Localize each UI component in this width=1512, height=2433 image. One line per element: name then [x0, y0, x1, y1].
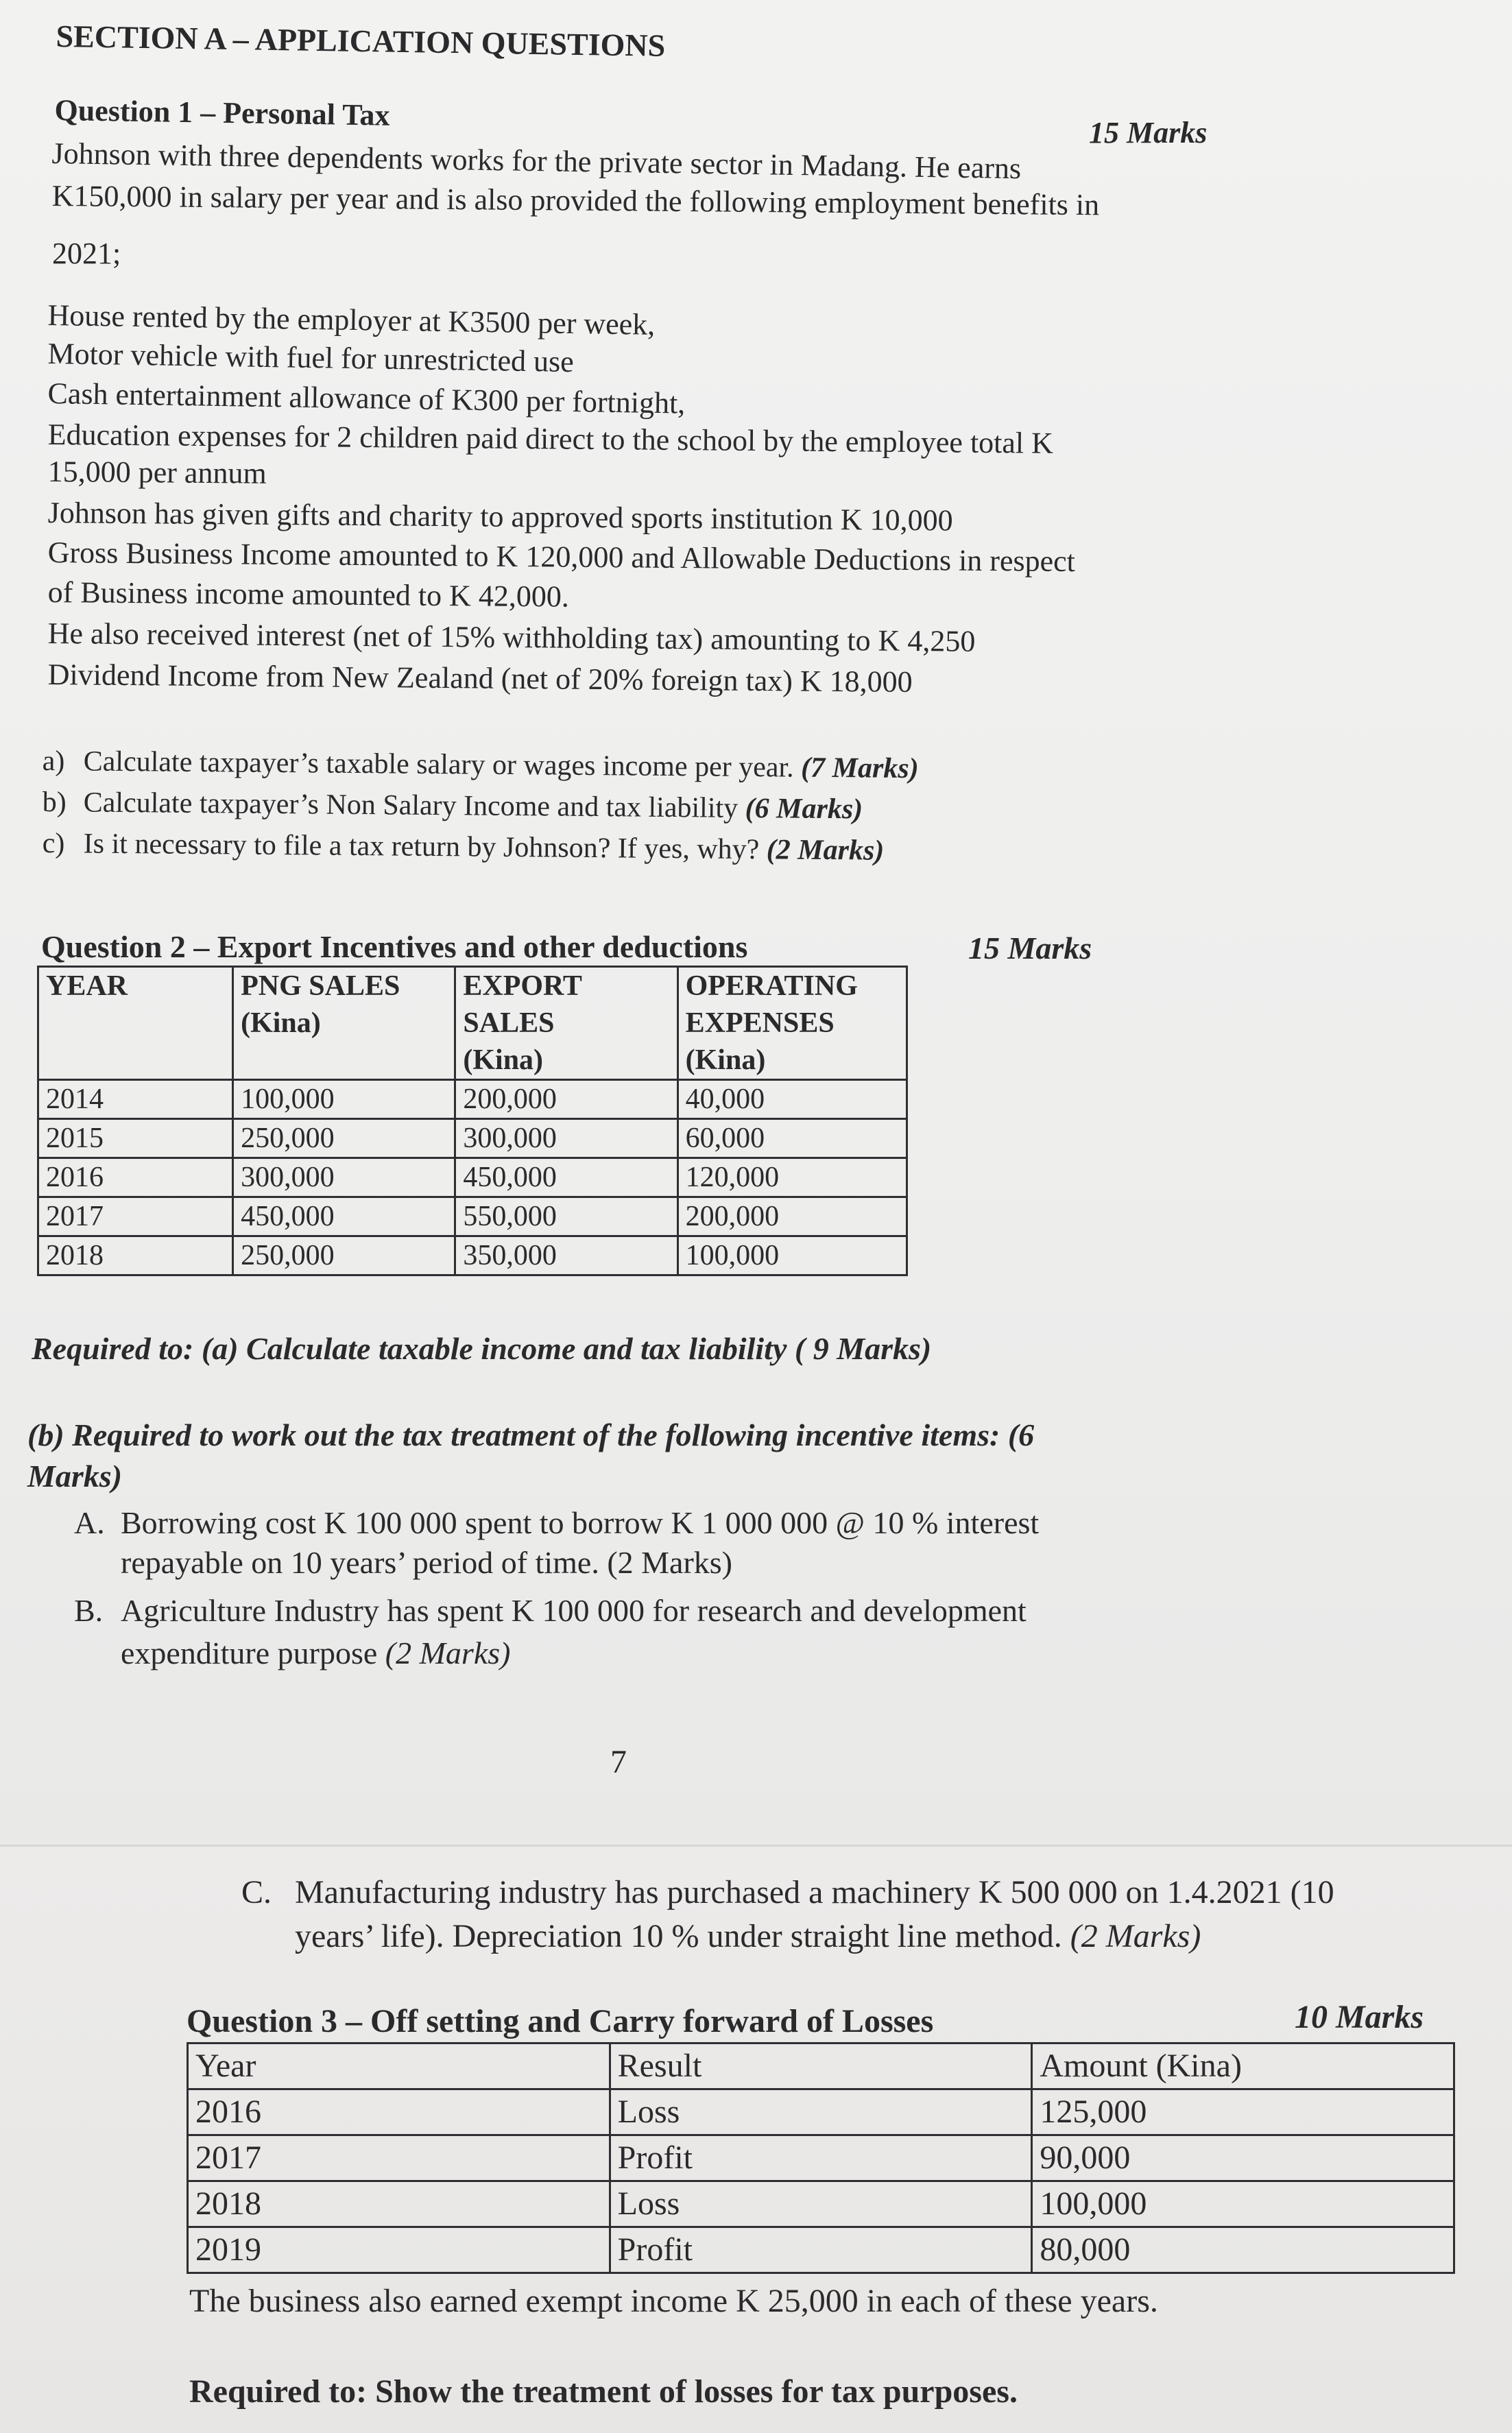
q3-table — [187, 2042, 1455, 2274]
q1-part-a-marks: (7 Marks) — [800, 752, 919, 785]
q3-table-header — [188, 2044, 1454, 2089]
q2-cell: 300,000 — [233, 1158, 455, 1197]
q2-cell: 100,000 — [233, 1080, 455, 1119]
q2-item-a-line1: Borrowing cost K 100 000 spent to borrow K 1 000 000 @ 10 % interest — [121, 1505, 1040, 1540]
q1-part-c — [43, 826, 885, 869]
q2-header-png-sales: PNG SALES (Kina) — [233, 967, 455, 1080]
q2-required-a: Required to: (a) Calculate taxable income and tax liability ( 9 Marks) — [32, 1331, 932, 1366]
q2-item-c-line2: years’ life). Depreciation 10 % under straight line method. — [295, 1918, 1062, 1954]
table-row — [188, 2227, 1454, 2273]
q2-table-header — [38, 967, 907, 1080]
q3-cell: 2019 — [188, 2227, 610, 2273]
q2-item-a — [74, 1503, 1039, 1583]
q3-cell: Profit — [610, 2135, 1032, 2181]
q2-item-b-marks: (2 Marks) — [385, 1635, 511, 1670]
q2-item-b-line2: expenditure purpose — [121, 1635, 378, 1670]
q2-cell: 250,000 — [233, 1236, 455, 1275]
table-row — [38, 1158, 907, 1197]
q1-part-b-letter: b) — [42, 786, 67, 819]
q3-cell: 125,000 — [1032, 2089, 1454, 2135]
q3-cell: 2017 — [188, 2135, 610, 2181]
q2-item-b — [74, 1590, 1027, 1675]
q2-cell: 250,000 — [233, 1119, 455, 1158]
page-number: 7 — [610, 1744, 627, 1780]
q1-part-b-marks: (6 Marks) — [745, 792, 863, 826]
q1-intro-2: K150,000 in salary per year and is also provided the following employment benefits in — [51, 178, 1100, 222]
q2-table — [37, 966, 908, 1276]
q2-cell: 100,000 — [677, 1236, 907, 1275]
q2-cell: 2017 — [38, 1197, 233, 1236]
q1-benefit-8: of Business income amounted to K 42,000. — [47, 575, 570, 614]
q3-cell: 90,000 — [1032, 2135, 1454, 2181]
q3-cell: 2018 — [188, 2181, 610, 2227]
q2-header-export-sales: EXPORT SALES (Kina) — [455, 967, 677, 1080]
q2-cell: 40,000 — [677, 1080, 907, 1119]
q2-item-a-line2: repayable on 10 years’ period of time. (2 Marks) — [121, 1545, 732, 1580]
q1-intro-1: Johnson with three dependents works for the private sector in Madang. He earns — [51, 136, 1022, 186]
q2-item-a-letter: A. — [74, 1505, 105, 1540]
q2-item-b-letter: B. — [74, 1593, 104, 1628]
q1-title: Question 1 – Personal Tax — [54, 93, 390, 132]
q3-header-year: Year — [188, 2044, 610, 2089]
q2-cell: 120,000 — [677, 1158, 907, 1197]
q1-part-b-text: Calculate taxpayer’s Non Salary Income and tax liability — [83, 787, 739, 824]
q3-marks: 10 Marks — [1295, 1999, 1424, 2035]
q3-cell: 80,000 — [1032, 2227, 1454, 2273]
q2-item-c-marks: (2 Marks) — [1070, 1918, 1201, 1954]
q2-item-c — [241, 1871, 1334, 1958]
q1-benefit-1: House rented by the employer at K3500 per week, — [47, 298, 656, 341]
q1-benefit-4: Education expenses for 2 children paid direct to the school by the employee total K — [47, 417, 1054, 460]
q2-cell: 2015 — [38, 1119, 233, 1158]
q3-cell: 2016 — [188, 2089, 610, 2135]
q2-required-b-1: (b) Required to work out the tax treatment of the following incentive items: (6 — [27, 1417, 1035, 1452]
q1-part-a — [43, 743, 919, 787]
q3-required: Required to: Show the treatment of losses for tax purposes. — [189, 2373, 1018, 2410]
q2-cell: 2014 — [38, 1080, 233, 1119]
q1-benefit-3: Cash entertainment allowance of K300 per fortnight, — [47, 376, 686, 420]
q1-part-c-marks: (2 Marks) — [766, 834, 885, 867]
q2-cell: 300,000 — [455, 1119, 677, 1158]
q1-benefit-5: 15,000 per annum — [47, 454, 267, 490]
q3-title: Question 3 – Off setting and Carry forward of Losses — [187, 2003, 934, 2039]
q2-required-b-2: Marks) — [27, 1459, 123, 1494]
q2-marks: 15 Marks — [968, 931, 1092, 966]
q2-header-operating-expenses: OPERATING EXPENSES (Kina) — [677, 967, 907, 1080]
table-row — [38, 1236, 907, 1275]
q2-cell: 350,000 — [455, 1236, 677, 1275]
table-row — [188, 2181, 1454, 2227]
q1-benefit-9: He also received interest (net of 15% withholding tax) amounting to K 4,250 — [47, 616, 976, 658]
q2-item-b-line1: Agriculture Industry has spent K 100 000 for research and development — [121, 1593, 1027, 1628]
q3-note: The business also earned exempt income K 25,000 in each of these years. — [189, 2283, 1158, 2319]
q2-cell: 2018 — [38, 1236, 233, 1275]
q1-part-b — [43, 784, 863, 827]
q2-cell: 200,000 — [455, 1080, 677, 1119]
q2-cell: 450,000 — [455, 1158, 677, 1197]
q1-benefit-6: Johnson has given gifts and charity to approved sports institution K 10,000 — [47, 495, 953, 538]
q2-header-year: YEAR — [38, 967, 233, 1080]
q3-header-amount: Amount (Kina) — [1032, 2044, 1454, 2089]
table-row — [188, 2089, 1454, 2135]
q2-title: Question 2 – Export Incentives and other deductions — [41, 929, 748, 964]
q1-intro-3: 2021; — [52, 237, 121, 270]
section-title: SECTION A – APPLICATION QUESTIONS — [56, 18, 666, 63]
q2-cell: 2016 — [38, 1158, 233, 1197]
q1-part-a-text: Calculate taxpayer’s taxable salary or wages income per year. — [83, 745, 794, 784]
q3-cell: Loss — [610, 2181, 1032, 2227]
q2-cell: 450,000 — [233, 1197, 455, 1236]
q1-benefit-2: Motor vehicle with fuel for unrestricted use — [47, 336, 575, 379]
q1-marks: 15 Marks — [1089, 116, 1208, 149]
q3-cell: Loss — [610, 2089, 1032, 2135]
table-row — [38, 1080, 907, 1119]
q1-part-c-text: Is it necessary to file a tax return by Johnson? If yes, why? — [83, 828, 760, 866]
table-row — [188, 2135, 1454, 2181]
q1-part-c-letter: c) — [42, 827, 65, 860]
q3-header-result: Result — [610, 2044, 1032, 2089]
q1-benefit-10: Dividend Income from New Zealand (net of 20% foreign tax) K 18,000 — [47, 657, 913, 699]
q2-cell: 60,000 — [677, 1119, 907, 1158]
q1-benefit-7: Gross Business Income amounted to K 120,000 and Allowable Deductions in respect — [47, 535, 1076, 579]
q2-cell: 550,000 — [455, 1197, 677, 1236]
q1-part-a-letter: a) — [42, 745, 65, 778]
q2-cell: 200,000 — [677, 1197, 907, 1236]
q3-cell: Profit — [610, 2227, 1032, 2273]
q2-item-c-letter: C. — [241, 1874, 272, 1910]
q2-item-c-line1: Manufacturing industry has purchased a machinery K 500 000 on 1.4.2021 (10 — [295, 1874, 1334, 1910]
table-row — [38, 1197, 907, 1236]
table-row — [38, 1119, 907, 1158]
q3-cell: 100,000 — [1032, 2181, 1454, 2227]
